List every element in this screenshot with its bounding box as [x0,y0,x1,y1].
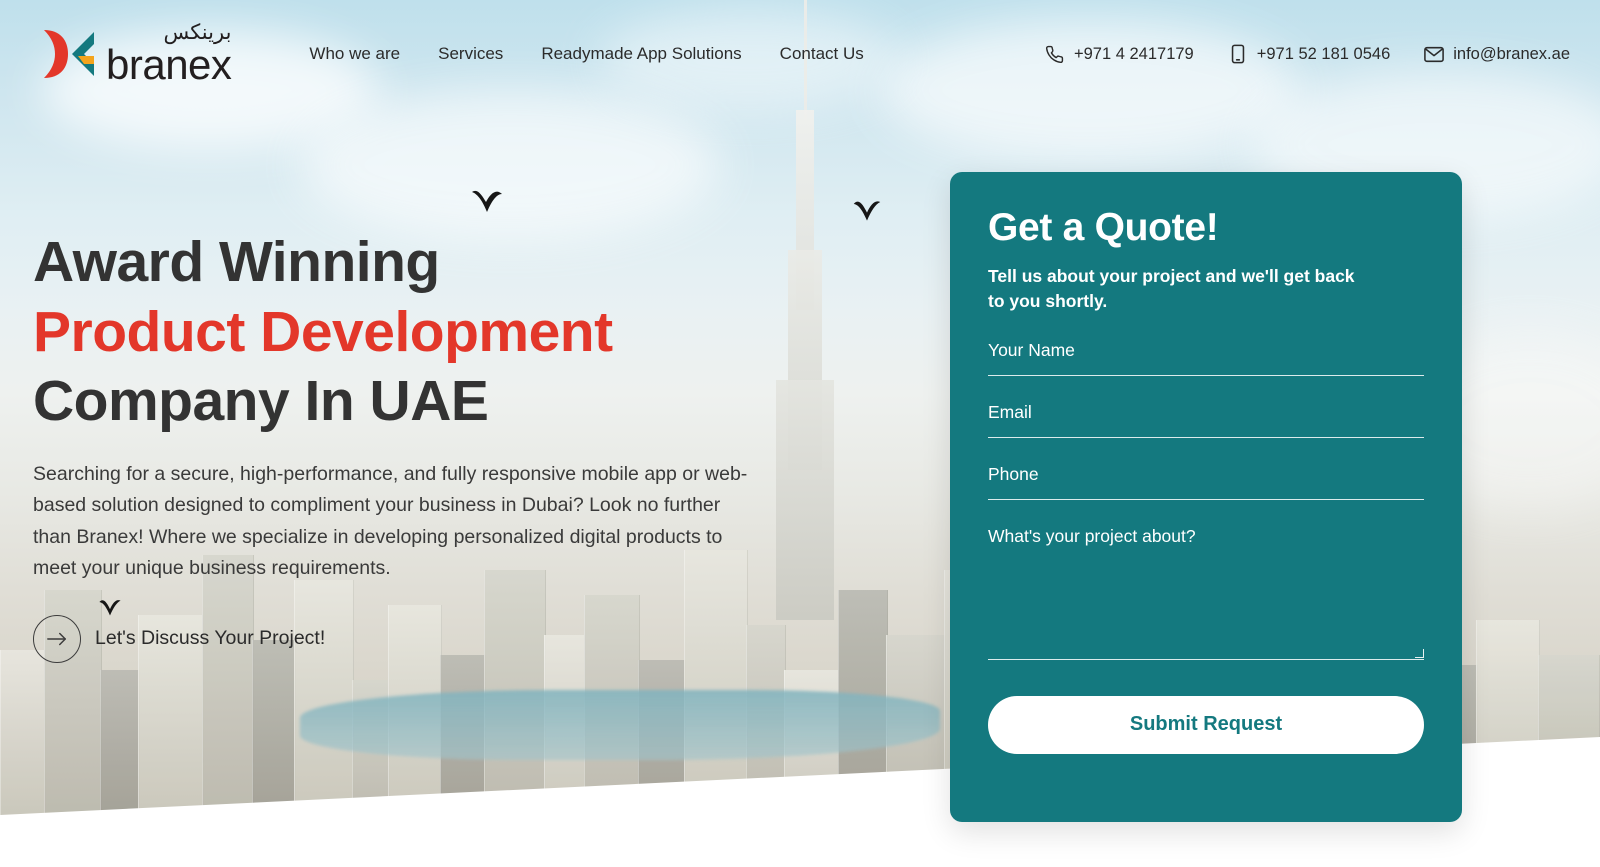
contact-landline[interactable] [1045,43,1194,65]
field-your-name-label: Your Name [988,339,1075,360]
contact-mobile-label: +971 52 181 0546 [1256,44,1391,63]
hero-heading-line-1: Award Winning [33,230,440,294]
quote-form-card [950,172,1462,822]
creek-water [300,690,940,760]
nav-item-services[interactable]: Services [438,44,504,63]
discuss-project-button[interactable] [33,615,325,663]
email-icon [1424,43,1444,65]
field-phone[interactable] [988,464,1424,500]
field-your-name[interactable] [988,340,1424,376]
site-header [0,0,1600,108]
submit-request-button[interactable]: Submit Request [988,696,1424,754]
nav-item-contact-us[interactable]: Contact Us [779,44,864,63]
field-your-name-underline [988,375,1424,376]
hero-content [33,228,793,663]
hero-heading-line-3: Company In UAE [33,369,489,434]
nav-item-readymade-app-solutions[interactable]: Readymade App Solutions [541,44,742,63]
hero-paragraph: Searching for a secure, high-performance, and fully responsive mobile app or web-based solution designed to compliment your business in Dubai? Look no further than Branex! Where we specialize in developing personalized digital products to meet your unique business requirements. [33,462,748,580]
field-project-about[interactable] [988,526,1424,660]
field-email-label: Email [988,401,1032,422]
contact-email[interactable] [1424,43,1570,65]
quote-form-subtitle: Tell us about your project and we'll get back to you shortly. [988,266,1355,311]
phone-icon [1045,43,1065,65]
mobile-icon [1228,43,1248,65]
bird-decor [470,186,504,220]
discuss-project-label: Let's Discuss Your Project! [95,627,326,650]
field-project-about-underline [988,659,1424,660]
branex-b-logo-icon [38,26,100,82]
textarea-resize-handle[interactable] [1415,649,1424,658]
brand-logo[interactable] [38,22,231,86]
hero-heading-line-2: Product Development [33,299,613,364]
contact-mobile[interactable] [1228,43,1391,65]
contact-landline-label: +971 4 2417179 [1073,44,1194,63]
brand-logo-word: branex [106,41,232,88]
field-email[interactable] [988,402,1424,438]
header-contacts [1045,43,1570,65]
bird-decor [852,196,882,228]
arrow-right-icon [33,615,81,663]
brand-logo-arabic: برينكس [163,21,232,44]
contact-email-label: info@branex.ae [1453,44,1570,63]
cloud-decor [300,90,720,240]
nav-item-who-we-are[interactable]: Who we are [309,44,401,63]
field-email-underline [988,437,1424,438]
field-phone-underline [988,499,1424,500]
field-phone-label: Phone [988,463,1039,484]
main-navigation [309,44,863,64]
quote-form-title: Get a Quote! [988,206,1219,249]
field-project-about-label: What's your project about? [988,525,1196,546]
